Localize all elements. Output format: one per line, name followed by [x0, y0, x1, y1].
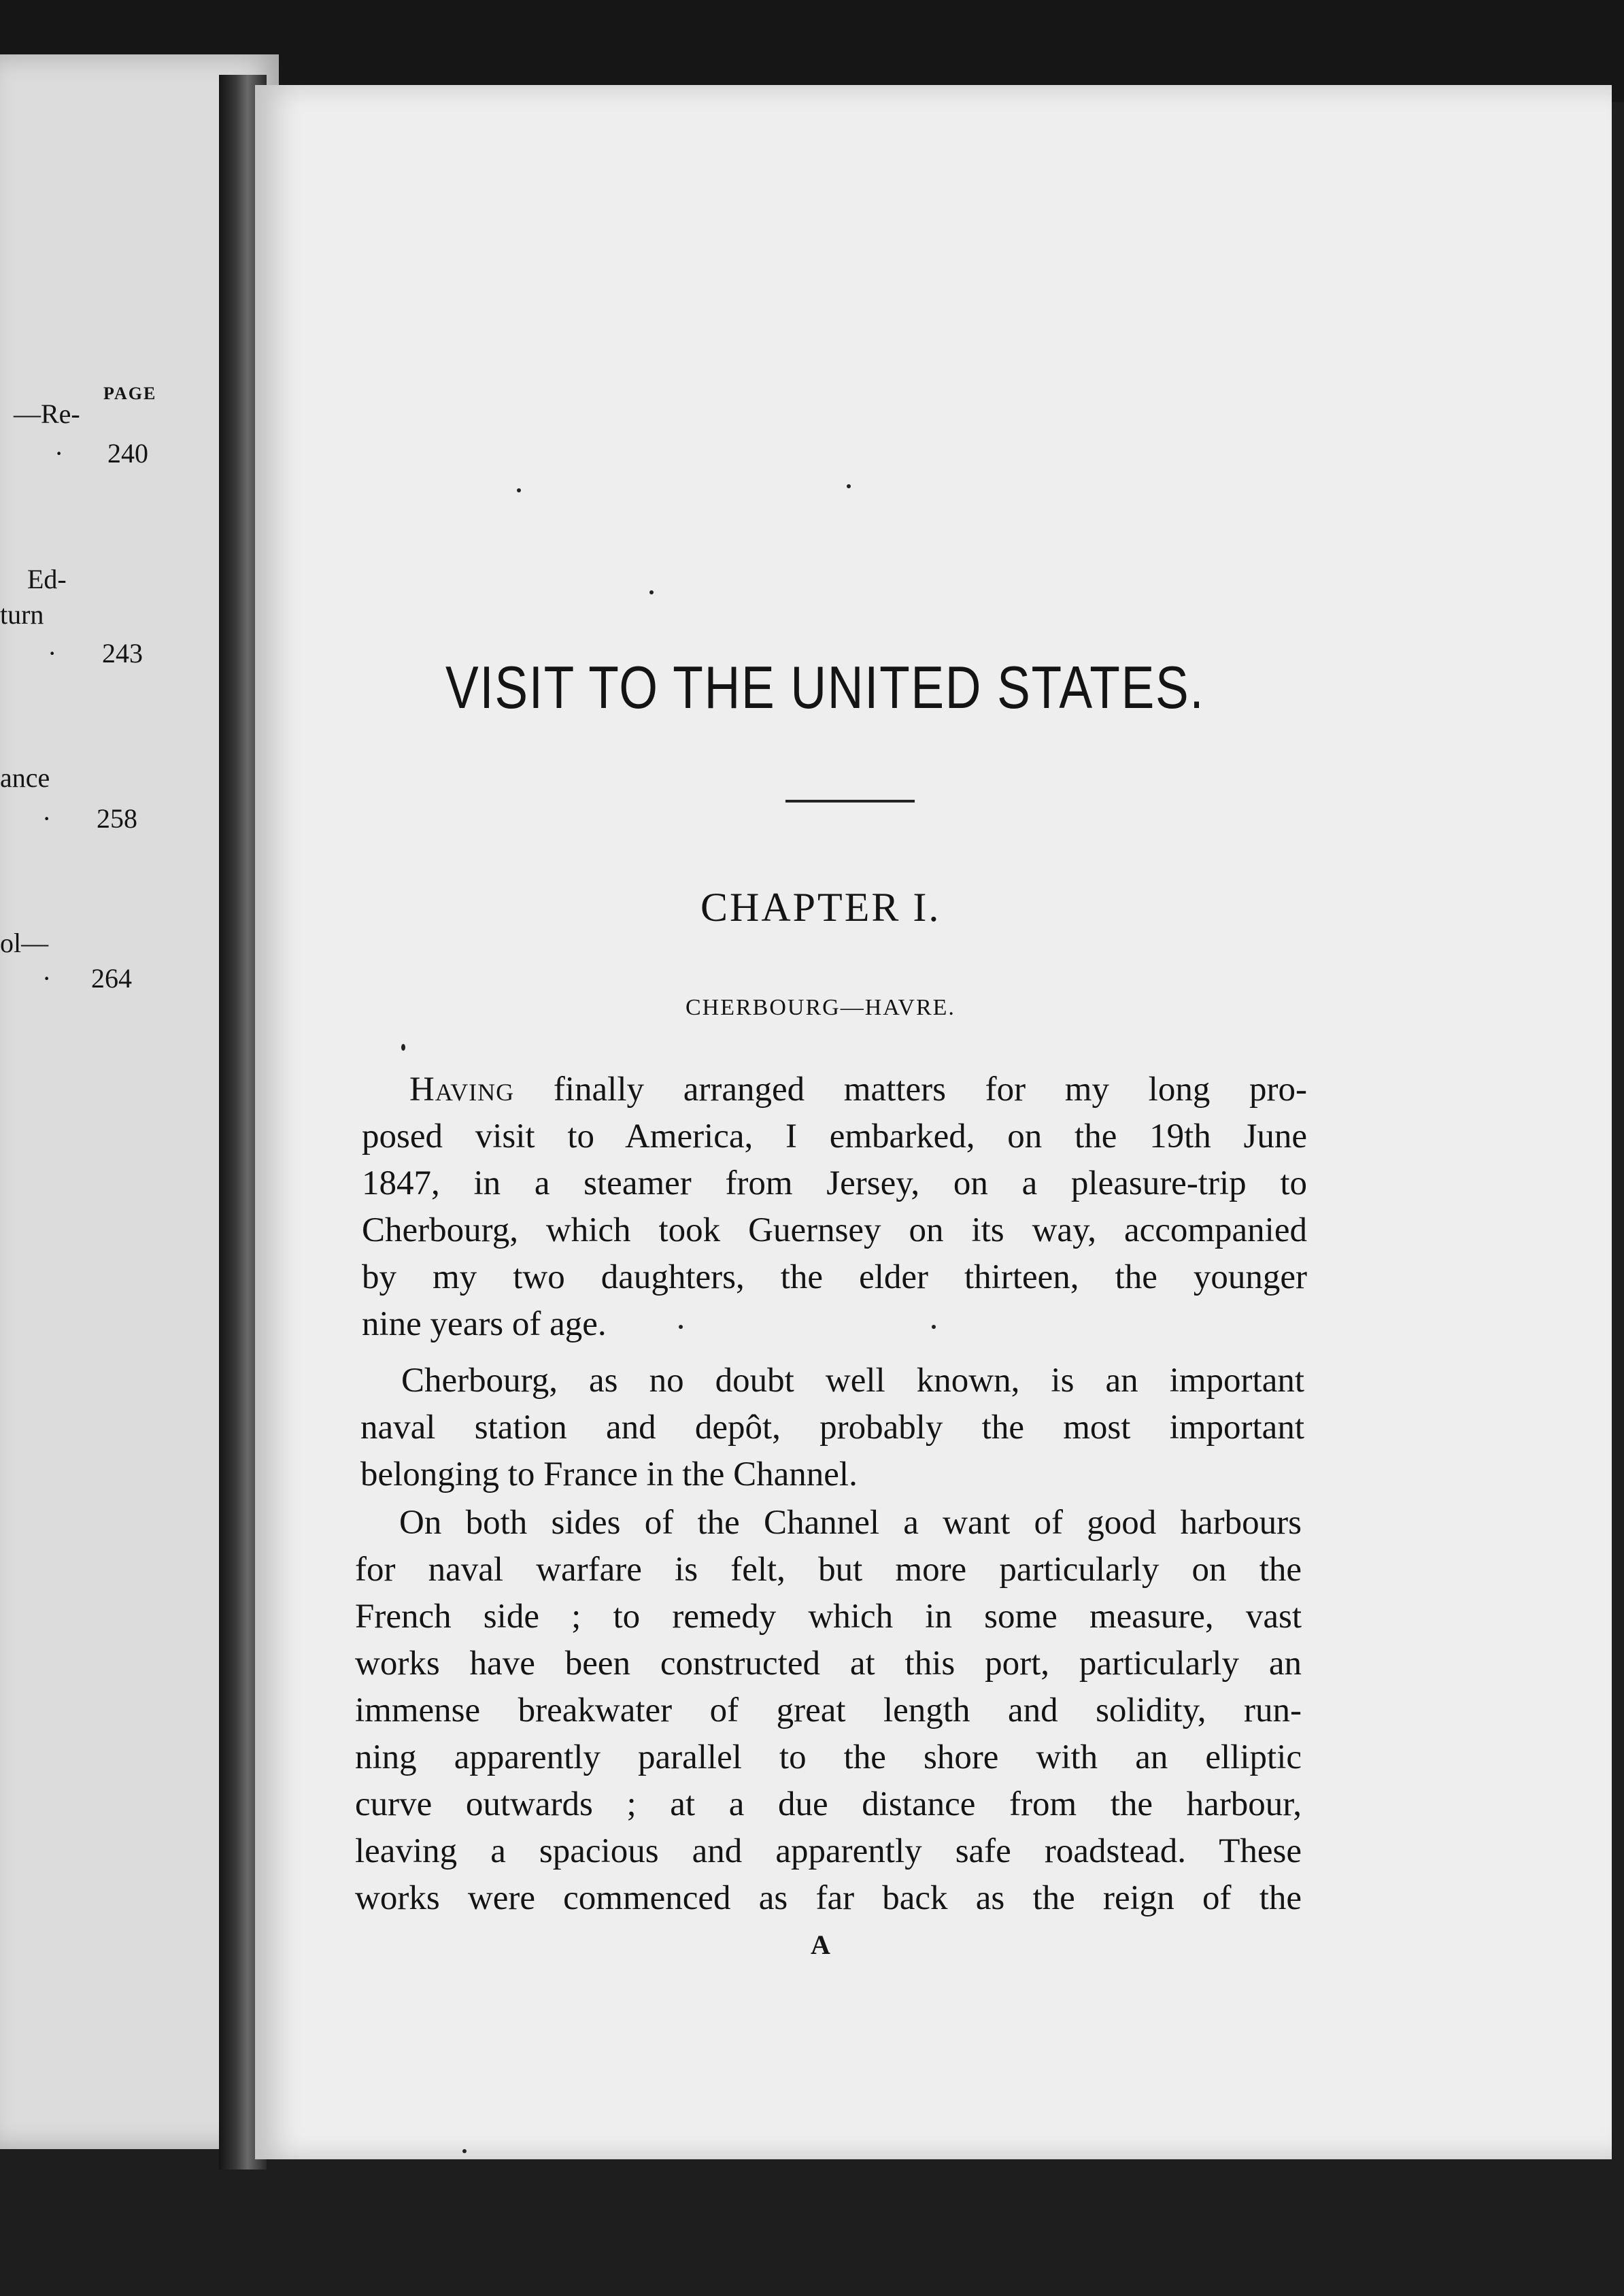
- text-line: for naval warfare is felt, but more particularly on the: [355, 1551, 1302, 1589]
- text-line: leaving a spacious and apparently safe roadstead. These: [355, 1832, 1302, 1870]
- toc-leader: ·: [54, 438, 64, 469]
- toc-leader: ·: [42, 803, 52, 834]
- scan-speck: [932, 1325, 936, 1329]
- text-line: belonging to France in the Channel.: [360, 1455, 858, 1493]
- scan-speck: [649, 590, 654, 594]
- text-line: posed visit to America, I embarked, on the 19th June: [362, 1117, 1307, 1155]
- scan-speck: [462, 2149, 467, 2153]
- text-line: by my two daughters, the elder thirteen, the younger: [362, 1258, 1307, 1296]
- text-line: [362, 1066, 1307, 1113]
- toc-page-number: 258: [97, 803, 137, 834]
- text-line: ning apparently parallel to the shore with an elliptic: [355, 1738, 1302, 1776]
- text-line: Cherbourg, as no doubt well known, is an important: [401, 1362, 1304, 1400]
- paragraph-1: [362, 1066, 1307, 1348]
- scan-speck: [679, 1325, 683, 1329]
- toc-fragment: —Re-: [14, 399, 80, 429]
- scan-speck: [401, 1044, 405, 1051]
- text-line: immense breakwater of great length and solidity, run-: [355, 1691, 1302, 1729]
- text-line: curve outwards ; at a due distance from the harbour,: [355, 1785, 1302, 1823]
- text-line: 1847, in a steamer from Jersey, on a pleasure-trip to: [362, 1164, 1307, 1202]
- text-line: naval station and depôt, probably the most important: [360, 1408, 1304, 1447]
- toc-page-header: PAGE: [103, 384, 157, 403]
- toc-leader: ·: [48, 638, 57, 669]
- title-rule: [785, 800, 915, 803]
- text-line: On both sides of the Channel a want of good harbours: [399, 1504, 1302, 1542]
- line-text: finally arranged matters for my long pro-: [553, 1070, 1308, 1109]
- signature-mark: A: [811, 1929, 830, 1960]
- text-line: works have been constructed at this port, particularly an: [355, 1644, 1302, 1683]
- paragraph-2: [360, 1357, 1304, 1498]
- chapter-heading: CHAPTER I.: [700, 885, 941, 930]
- toc-fragment: Ed-: [27, 564, 67, 594]
- scan-speck: [517, 488, 521, 492]
- text-line: French side ; to remedy which in some measure, vast: [355, 1598, 1302, 1636]
- toc-page-number: 264: [91, 963, 132, 994]
- toc-leader: ·: [42, 963, 52, 994]
- toc-fragment: ance: [0, 762, 50, 793]
- text-line: works were commenced as far back as the reign of the: [355, 1879, 1302, 1917]
- text-line: nine years of age.: [362, 1305, 607, 1343]
- lead-word: Having: [409, 1070, 515, 1109]
- toc-fragment: turn: [0, 599, 44, 630]
- toc-fragment: ol—: [0, 928, 49, 958]
- paragraph-3: [355, 1500, 1302, 1922]
- page-title: VISIT TO THE UNITED STATES.: [445, 654, 1205, 721]
- scan-speck: [847, 484, 851, 488]
- toc-page-number: 243: [102, 638, 143, 669]
- toc-page-number: 240: [107, 438, 148, 469]
- chapter-subheading: CHERBOURG—HAVRE.: [686, 995, 955, 1020]
- text-line: Cherbourg, which took Guernsey on its way, accompanied: [362, 1211, 1307, 1249]
